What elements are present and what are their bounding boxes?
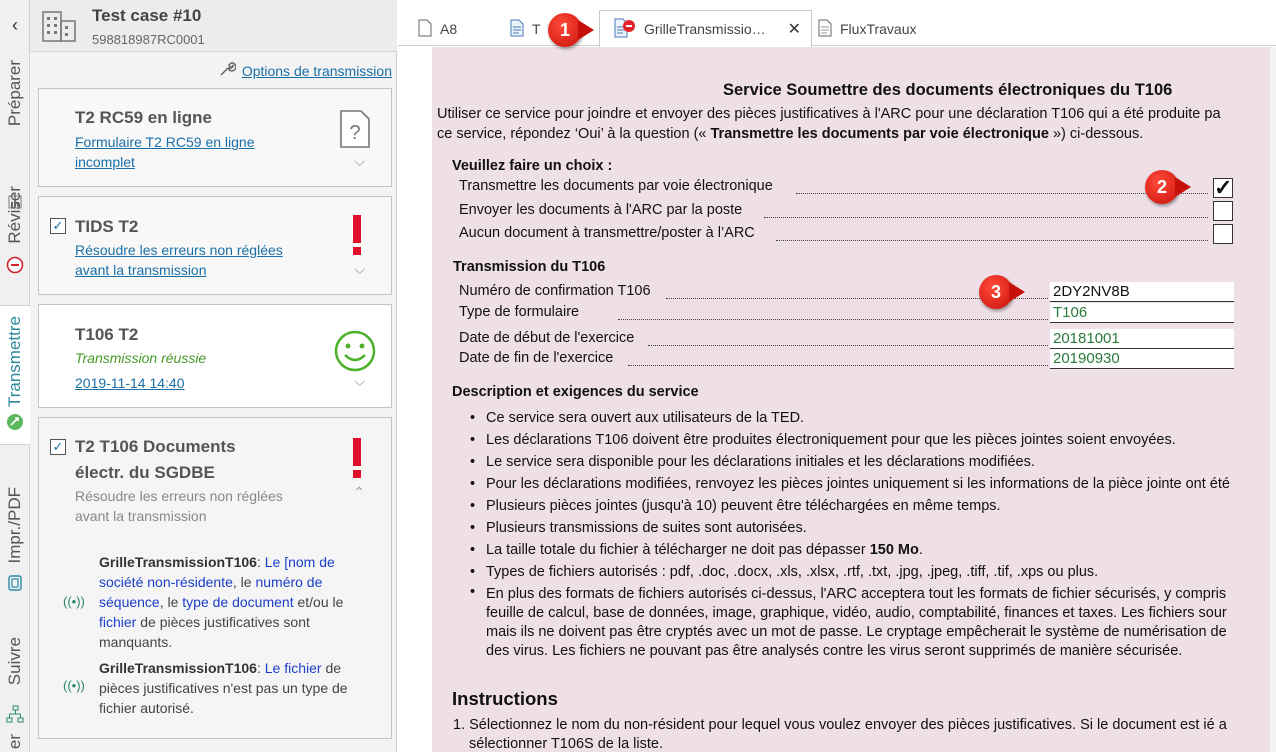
card-t2-t106-documents[interactable] [38, 417, 392, 739]
requirements-list [470, 407, 1276, 661]
message-text: [nom de société non-résidente [99, 554, 335, 590]
list-item: • Ce service sera ouvert aux utilisateurs de la TED. [470, 407, 1276, 429]
field-label: Date de fin de l'exercice [459, 350, 614, 366]
card-tids-t2[interactable] [38, 196, 392, 295]
field-label: Date de début de l'exercice [459, 330, 635, 346]
document-error-icon [614, 18, 636, 41]
list-item: • En plus des formats de fichiers autorisés ci-dessus, l'ARC acceptera tout les formats de fichier sécurisés, y compris feuille de calcul, base de données, image, graphique, vidéo, audio, comptabilité, finances et taxes. Les fichiers sour mais ils ne doivent pas être cryptés avec un mot de passe. Le cryptage empêcherait le système de numérisation de des virus. Les fichiers ne pouvant pas être analysés contre les virus seront supprimés de manière sécurisée. [470, 583, 1276, 661]
message-source: GrilleTransmissionT106 [99, 660, 257, 676]
rail-tab-suivre[interactable] [0, 620, 30, 730]
list-item: • Le service sera disponible pour les déclarations initiales et les déclarations modifiées. [470, 451, 1276, 473]
callout-marker: 2 [1145, 170, 1179, 204]
close-icon[interactable]: ✕ [787, 21, 802, 38]
dot-leader [776, 240, 1208, 241]
list-item: • Plusieurs transmissions de suites sont autorisées. [470, 517, 1276, 539]
vertical-nav-rail [0, 0, 30, 752]
svg-text:?: ? [349, 122, 361, 144]
message-text: fichier [99, 614, 137, 630]
chevron-up-icon[interactable]: ⌃ [353, 484, 365, 500]
message-text: le [167, 594, 179, 610]
field-label: Type de formulaire [459, 304, 580, 320]
card-checkbox[interactable]: ✓ [50, 439, 66, 455]
case-title: Test case #10 [92, 6, 202, 25]
chevron-down-icon[interactable]: ⌵ [354, 153, 365, 169]
dot-leader [628, 365, 1048, 366]
choice-label: Envoyer les documents à l'ARC par la poste [459, 202, 743, 218]
list-item: • Plusieurs pièces jointes (jusqu'à 10) peuvent être téléchargées en même temps. [470, 495, 1276, 517]
scrollbar[interactable] [1270, 47, 1276, 752]
error-message[interactable]: GrilleTransmissionT106: Le [nom de société non-résidente, le numéro de séquence, le type de document et/ou le fichier de pièces justificatives sont manquants. [99, 554, 344, 650]
options-link-label: Options de transmission [241, 62, 392, 79]
transmission-status: Transmission réussie [75, 350, 207, 366]
message-text: type de document [182, 594, 294, 610]
fiscal-start-field[interactable]: 20181001 [1050, 329, 1234, 349]
case-id: 598818987RC0001 [92, 32, 205, 47]
document-form [432, 47, 1276, 752]
list-item: • Pour les déclarations modifiées, renvoyez les pièces jointes uniquement si les informations de la pièce jointe ont été [470, 473, 1276, 495]
tab-grille-transmission[interactable] [599, 10, 812, 47]
rail-tab-transmettre[interactable] [0, 305, 30, 445]
card-status-text: avant la transmission [75, 508, 207, 524]
instruction-step-cont: sélectionner T106S de la liste. [469, 736, 663, 752]
case-header [30, 0, 397, 52]
rail-tab-reviser[interactable] [0, 175, 30, 285]
left-panel [30, 0, 397, 752]
card-link[interactable]: Formulaire T2 RC59 en ligne [75, 134, 255, 150]
description-heading: Description et exigences du service [452, 384, 699, 400]
rail-tab-preparer[interactable] [0, 52, 30, 162]
rail-tab-label: Transmettre [5, 316, 24, 408]
callout-pointer [1009, 282, 1025, 302]
document-icon [818, 19, 832, 40]
callout-pointer [1175, 177, 1191, 197]
card-status-text: Résoudre les erreurs non réglées [75, 488, 283, 504]
rail-tab-label: Préparer [5, 59, 24, 127]
rail-tab-label: Suivre [5, 636, 24, 686]
signal-icon: ((•)) [63, 678, 85, 693]
card-title-line2: électr. du SGDBE [75, 463, 215, 482]
message-text: de pièces justificatives n'est pas un type de fichier autorisé. [99, 660, 348, 716]
tab-label: T [532, 21, 541, 37]
tab-a8[interactable] [418, 12, 457, 46]
intro-text: Utiliser ce service pour joindre et envoyer des pièces justificatives à l'ARC pour une déclaration T106 qui a été produite pa [437, 106, 1221, 122]
callout-marker: 3 [979, 275, 1013, 309]
print-icon [5, 573, 25, 593]
intro-text-2: ce service, répondez ‘Oui’ à la question (« Transmettre les documents par voie électronique ») ci-dessous. [437, 126, 1144, 142]
callout-marker: 1 [548, 13, 582, 47]
message-text: de pièces justificatives sont manquants. [99, 614, 310, 650]
tab-flux-travaux[interactable] [818, 12, 917, 46]
rail-tab-label: Impr./PDF [5, 486, 24, 564]
card-link[interactable]: avant la transmission [75, 262, 207, 278]
building-icon [40, 9, 78, 48]
dot-leader [764, 217, 1208, 218]
tree-icon [5, 704, 25, 724]
rail-tab-label: Réviser [5, 186, 24, 244]
list-item: • La taille totale du fichier à télécharger ne doit pas dépasser 150 Mo. [470, 539, 1276, 561]
document-tab-bar [398, 0, 1276, 46]
transmit-icon [5, 412, 25, 432]
list-item: • Types de fichiers autorisés : pdf, .doc, .docx, .xls, .xlsx, .rtf, .txt, .jpg, .jpeg, .tiff, .tif, .xps ou plus. [470, 561, 1276, 583]
smiley-success-icon [333, 329, 377, 378]
card-title: TIDS T2 [75, 217, 139, 236]
message-text: et/ou le [297, 594, 344, 610]
transmission-date-link[interactable]: 2019-11-14 14:40 [75, 375, 185, 391]
field-label: Numéro de confirmation T106 [459, 283, 651, 299]
list-item: • Les déclarations T106 doivent être produites électroniquement pour que les pièces jointes soient envoyées. [470, 429, 1276, 451]
message-text: le [240, 574, 252, 590]
tab-t[interactable] [510, 12, 541, 46]
choice-checkbox-electronic[interactable]: ✓ [1214, 175, 1233, 200]
transmission-heading: Transmission du T106 [453, 259, 606, 275]
dot-leader [648, 345, 1048, 346]
instruction-step: 1. Sélectionnez le nom du non-résident pour lequel vous voulez envoyer des pièces justificatives. Si le document est ié a [453, 717, 1227, 733]
rail-tab-partial[interactable] [0, 732, 30, 752]
form-title: Service Soumettre des documents électroniques du T106 [723, 81, 1173, 99]
fiscal-end-field[interactable]: 20190930 [1050, 349, 1234, 369]
document-icon [510, 19, 524, 40]
wrench-icon [218, 60, 236, 81]
card-t2-rc59[interactable] [38, 88, 392, 187]
card-checkbox[interactable]: ✓ [50, 218, 66, 234]
error-exclamation-icon [349, 213, 365, 262]
collapse-chevron-icon[interactable]: ‹ [12, 14, 18, 35]
rail-tab-label: er [5, 734, 24, 750]
tab-label: GrilleTransmissio… [644, 21, 766, 37]
card-title: T106 T2 [75, 325, 139, 344]
choice-checkbox-mail[interactable] [1213, 201, 1233, 221]
instructions-heading: Instructions [452, 688, 558, 709]
card-title: T2 T106 Documents [75, 437, 236, 456]
error-message[interactable]: GrilleTransmissionT106: Le fichier de pièces justificatives n'est pas un type de fichier autorisé. [99, 660, 348, 716]
document-icon [418, 19, 432, 40]
error-exclamation-icon [349, 436, 365, 485]
tab-label: FluxTravaux [840, 21, 917, 37]
choice-label: Aucun document à transmettre/poster à l’ARC [459, 225, 755, 241]
rail-tab-impr-pdf[interactable] [0, 455, 30, 605]
card-link[interactable]: incomplet [75, 154, 135, 170]
message-text: fichier [284, 660, 322, 676]
chevron-down-icon[interactable]: ⌵ [354, 261, 365, 277]
error-icon [5, 255, 25, 275]
tab-label: A8 [440, 21, 458, 37]
card-link[interactable]: Résoudre les erreurs non réglées [75, 242, 283, 258]
choice-heading: Veuillez faire un choix : [452, 158, 613, 174]
choice-label: Transmettre les documents par voie électronique [459, 178, 773, 194]
dot-leader [618, 319, 1048, 320]
message-text: Le [264, 660, 281, 676]
message-text: Le [264, 554, 281, 570]
choice-checkbox-none[interactable] [1213, 224, 1233, 244]
signal-icon: ((•)) [63, 594, 85, 609]
message-text: numéro de séquence [99, 574, 323, 610]
card-t106-t2[interactable] [38, 304, 392, 408]
callout-pointer [578, 20, 594, 40]
message-source: GrilleTransmissionT106 [99, 554, 257, 570]
transmission-options-link[interactable] [218, 60, 392, 81]
chevron-down-icon[interactable]: ⌵ [354, 373, 365, 389]
confirmation-number-field[interactable]: 2DY2NV8B [1050, 282, 1234, 302]
card-title: T2 RC59 en ligne [75, 108, 212, 127]
unknown-document-icon [339, 109, 371, 154]
form-type-field[interactable]: T106 [1050, 303, 1234, 323]
